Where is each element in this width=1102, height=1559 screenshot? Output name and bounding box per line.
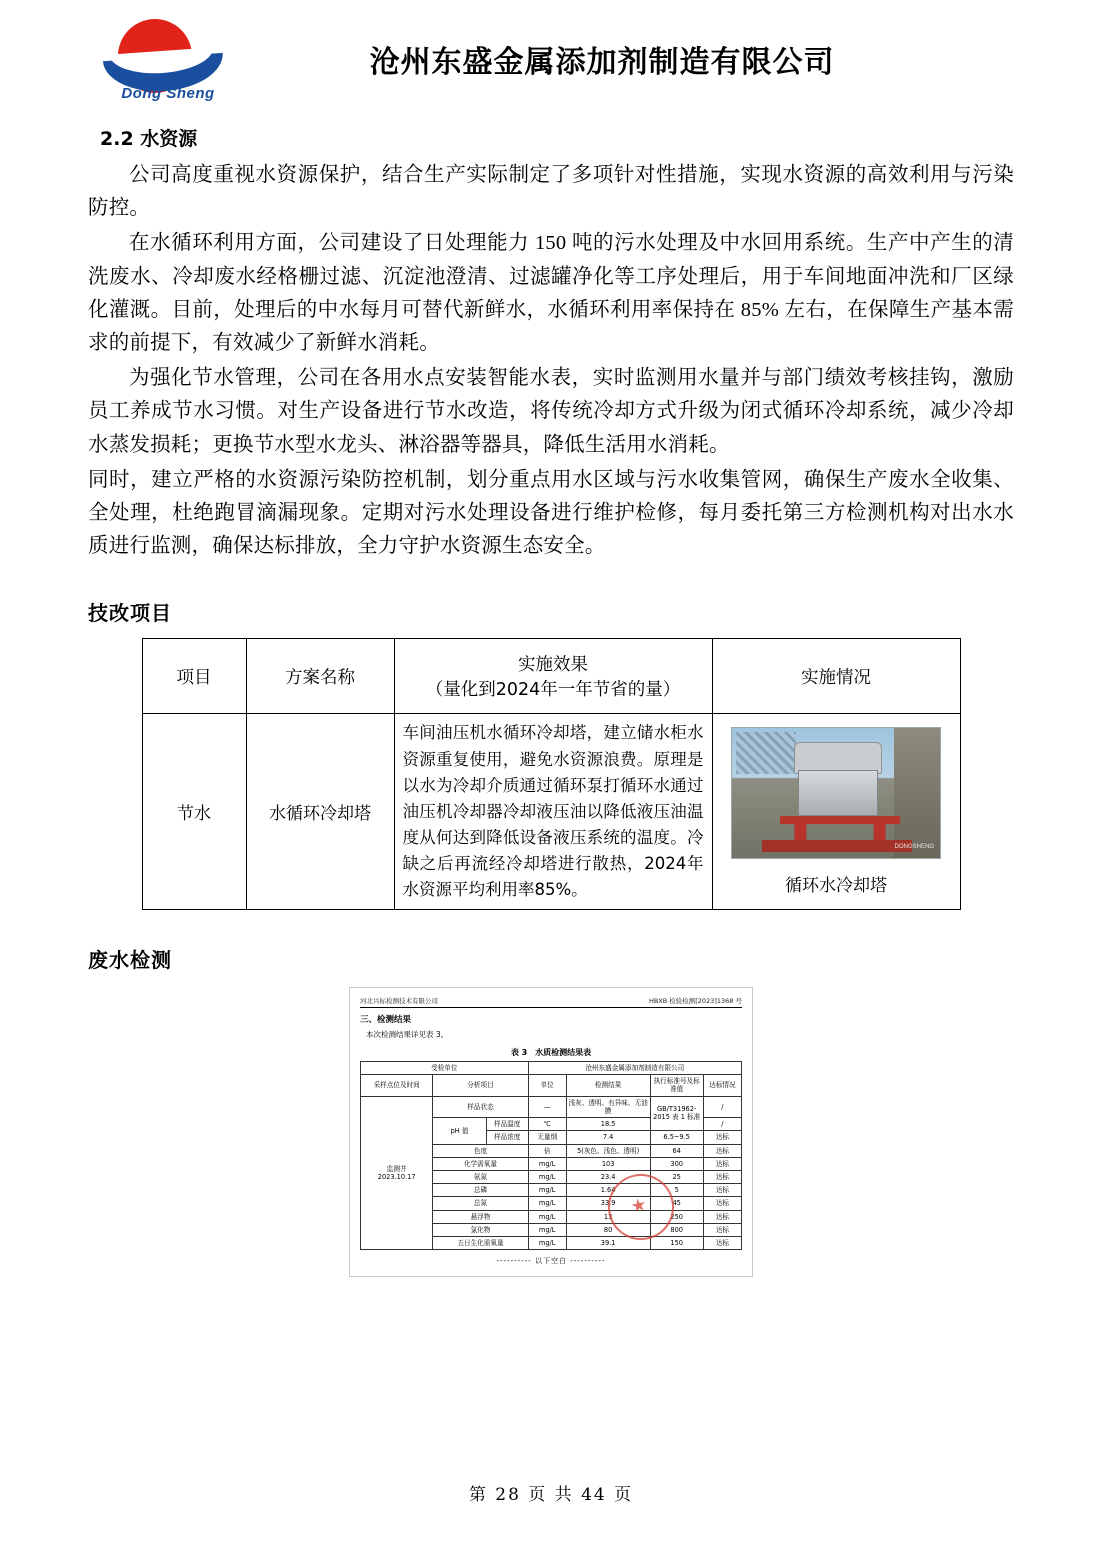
rep-standard: 6.5~9.5 (650, 1131, 703, 1144)
rep-standard: 300 (650, 1157, 703, 1170)
rep-result: 80 (566, 1223, 650, 1236)
rep-pass: 达标 (703, 1197, 741, 1210)
report-unit-row (361, 1061, 742, 1074)
col-header-effect-line1: 实施效果 (518, 655, 588, 676)
rep-result: 33.9 (566, 1197, 650, 1210)
rep-sample-point: 监测井 (386, 1164, 407, 1173)
rep-item: 总磷 (433, 1184, 528, 1197)
paragraph-3: 为强化节水管理，公司在各用水点安装智能水表，实时监测用水量并与部门绩效考核挂钩，激励员工养成节水习惯。对生产设备进行节水改造，将传统冷却方式升级为闭式循环冷却系统，减少冷却水蒸发损耗；更换节水型水龙头、淋浴器等器具，降低生活用水消耗。 (88, 367, 1014, 456)
rep-item: 总氮 (433, 1197, 528, 1210)
rep-unit: ℃ (528, 1118, 566, 1131)
page-footer: 第 28 页 共 44 页 (468, 1485, 634, 1505)
rep-result: 1.64 (566, 1184, 650, 1197)
rep-unit: 倍 (528, 1144, 566, 1157)
paragraph-4: 同时，建立严格的水资源污染防控机制，划分重点用水区域与污水收集管网，确保生产废水全收集、全处理，杜绝跑冒滴漏现象。定期对污水处理设备进行维护检修，每月委托第三方检测机构对出水水质进行监测，确保达标排放，全力守护水资源生态安全。 (88, 468, 1014, 558)
rep-result: 13 (566, 1210, 650, 1223)
rep-item: 化学需氧量 (433, 1157, 528, 1170)
rep-pass: 达标 (703, 1184, 741, 1197)
waste-water-report-image (349, 987, 753, 1278)
rep-pass: 达标 (703, 1223, 741, 1236)
report-result-heading: 三、检测结果 (360, 1014, 412, 1025)
rep-pass: / (703, 1096, 741, 1117)
col-header-item: 项目 (142, 639, 246, 714)
company-title: 沧州东盛金属添加剂制造有限公司 (369, 45, 835, 80)
rep-unit: mg/L (528, 1197, 566, 1210)
report-header-row (361, 1075, 742, 1096)
cell-plan: 水循环冷却塔 (246, 714, 394, 909)
tech-project-heading: 技改项目 (88, 601, 172, 626)
report-blank-note: ---------- 以下空白 ---------- (496, 1257, 606, 1266)
page-header (88, 0, 1014, 118)
rep-pass: 达标 (703, 1170, 741, 1183)
rep-pass: / (703, 1118, 741, 1131)
rep-standard: 250 (650, 1210, 703, 1223)
cooling-tower-photo (731, 727, 941, 859)
rep-standard: 25 (650, 1170, 703, 1183)
report-org: 河北兴标检测技术有限公司 (360, 996, 438, 1005)
rep-standard: 5 (650, 1184, 703, 1197)
rep-result: 18.5 (566, 1118, 650, 1131)
rep-result: 39.1 (566, 1237, 650, 1250)
report-unit-label: 受检单位 (361, 1061, 529, 1074)
rep-result: 7.4 (566, 1131, 650, 1144)
rep-standard: 64 (650, 1144, 703, 1157)
logo-brand-text: Dong Sheng (121, 85, 215, 102)
cell-effect: 车间油压机水循环冷却塔，建立储水柜水资源重复使用，避免水资源浪费。原理是以水为冷却介质通过循环泵打循环水通过油压机冷却器冷却液压油以降低液压油温度从何达到降低设备液压系统的温度。冷缺之后再流经冷却塔进行散热，2024年水资源平均利用率85%。 (394, 714, 712, 909)
rep-item: 氨氮 (433, 1170, 528, 1183)
rep-subitem: 样品浓度 (486, 1131, 528, 1144)
table-row (142, 714, 960, 909)
rep-standard: 150 (650, 1237, 703, 1250)
photo-caption: 循环水冷却塔 (785, 876, 887, 897)
rep-sample-point-cell (361, 1096, 433, 1250)
photo-scaffold (736, 732, 796, 774)
waste-water-heading: 废水检测 (88, 947, 172, 972)
rep-unit: — (528, 1096, 566, 1117)
rep-unit: mg/L (528, 1223, 566, 1236)
company-logo (102, 7, 230, 111)
rep-standard: GB/T31962-2015 表 1 标准 (650, 1096, 703, 1131)
rep-col-analysis: 分析项目 (433, 1075, 528, 1096)
col-header-plan: 方案名称 (246, 639, 394, 714)
rep-item: 色度 (433, 1144, 528, 1157)
report-number: HBXB 检验检测[2023]1368 号 (648, 996, 742, 1005)
rep-unit: mg/L (528, 1184, 566, 1197)
rep-sample-date: 2023.10.17 (377, 1172, 416, 1181)
rep-pass: 达标 (703, 1157, 741, 1170)
rep-item: 样品状态 (433, 1096, 528, 1117)
water-quality-table (360, 1061, 742, 1251)
rep-standard: 800 (650, 1223, 703, 1236)
table-header-row (142, 639, 960, 714)
rep-unit: 无量纲 (528, 1131, 566, 1144)
rep-unit: mg/L (528, 1210, 566, 1223)
rep-item: 悬浮物 (433, 1210, 528, 1223)
photo-watermark: DONGSHENG (894, 844, 934, 851)
col-header-effect (394, 639, 712, 714)
rep-unit: mg/L (528, 1170, 566, 1183)
section-heading: 2.2 水资源 (100, 128, 198, 150)
rep-result: 103 (566, 1157, 650, 1170)
rep-item: pH 值 (433, 1118, 486, 1144)
col-header-effect-line2: （量化到2024年一年节省的量） (425, 680, 681, 701)
photo-wall (894, 728, 940, 858)
rep-result: 23.4 (566, 1170, 650, 1183)
rep-unit: mg/L (528, 1237, 566, 1250)
report-table-caption: 表 3 水质检测结果表 (510, 1047, 592, 1057)
photo-tower-body (798, 770, 878, 816)
rep-pass: 达标 (703, 1237, 741, 1250)
cell-item: 节水 (142, 714, 246, 909)
rep-col-standard: 执行标准号及标准值 (650, 1075, 703, 1096)
rep-subitem: 样品温度 (486, 1118, 528, 1131)
rep-pass: 达标 (703, 1210, 741, 1223)
rep-result: 浅灰、透明、有异味、无油膜 (566, 1096, 650, 1117)
report-result-line: 本次检测结果详见表 3。 (366, 1029, 449, 1039)
rep-item: 五日生化需氧量 (433, 1237, 528, 1250)
paragraph-1: 公司高度重视水资源保护，结合生产实际制定了多项针对性措施，实现水资源的高效利用与污染防控。 (88, 164, 1014, 220)
paragraph-2: 在水循环利用方面，公司建设了日处理能力 150 吨的污水处理及中水回用系统。生产中产生的清洗废水、冷却废水经格栅过滤、沉淀池澄清、过滤罐净化等工序处理后，用于车间地面冲洗和厂区绿化灌溉。目前，处理后的中水每月可替代新鲜水，水循环利用率保持在 85% 左右，在保障生产基本需求的前提下，有效减少了新鲜水消耗。 (88, 232, 1014, 355)
rep-unit: mg/L (528, 1157, 566, 1170)
rep-item: 氯化物 (433, 1223, 528, 1236)
photo-base (762, 840, 912, 852)
rep-col-unit: 单位 (528, 1075, 566, 1096)
rep-standard: 45 (650, 1197, 703, 1210)
cell-status (712, 714, 960, 909)
report-unit-value: 沧州东盛金属添加剂制造有限公司 (528, 1061, 741, 1074)
rep-result: 5(灰色、浅色、透明) (566, 1144, 650, 1157)
rep-pass: 达标 (703, 1131, 741, 1144)
rep-col-result: 检测结果 (566, 1075, 650, 1096)
tech-project-table (142, 638, 961, 909)
col-header-status: 实施情况 (712, 639, 960, 714)
rep-pass: 达标 (703, 1144, 741, 1157)
report-top-row (360, 996, 742, 1008)
table-row (361, 1096, 742, 1117)
rep-col-point: 采样点位及时间 (361, 1075, 433, 1096)
rep-col-pass: 达标情况 (703, 1075, 741, 1096)
